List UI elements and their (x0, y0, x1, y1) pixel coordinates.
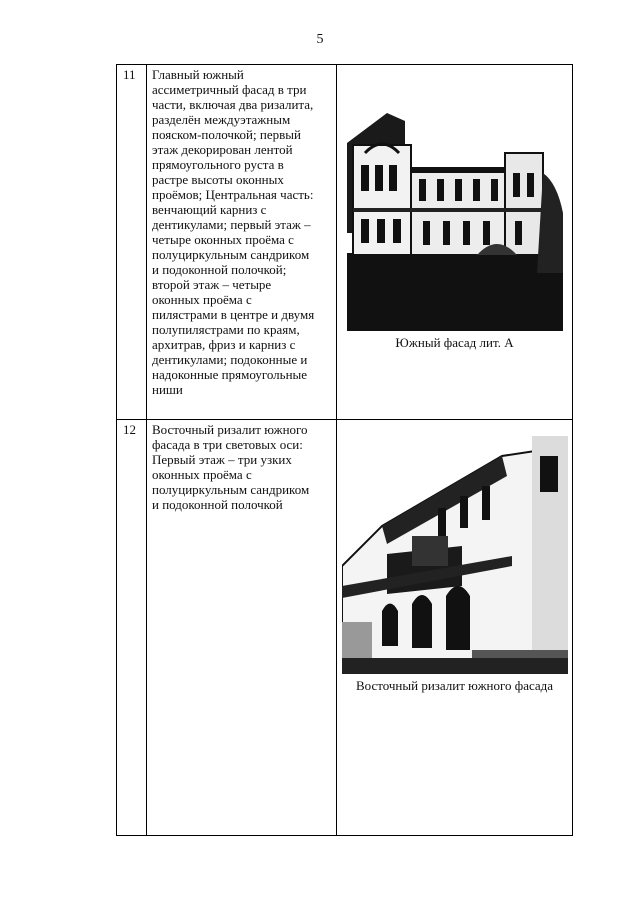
description-line: этаж декорирован лентой (152, 142, 293, 157)
description-line: ассиметричный фасад в три (152, 82, 307, 97)
description-line: полуциркульным сандриком (152, 482, 310, 497)
description-line: и подоконной полочкой; (152, 262, 287, 277)
description-line: растре высоты оконных (152, 172, 284, 187)
photo-cell (337, 420, 573, 836)
description-line: части, включая два ризалита, (152, 97, 314, 112)
table-row (117, 420, 573, 836)
table-row (117, 65, 573, 420)
description-line: прямоугольного руста в (152, 157, 284, 172)
description-line: Восточный ризалит южного (152, 422, 308, 437)
description-line: второй этаж – четыре (152, 277, 272, 292)
description-line: пилястрами в центре и двумя (152, 307, 315, 322)
building-photo-icon (347, 83, 563, 331)
description-line: дентикулами; подоконные и (152, 352, 308, 367)
description-line: оконных проёма с (152, 467, 252, 482)
description-line: проёмов; Центральная часть: (152, 187, 314, 202)
feature-description (147, 420, 337, 836)
photo-cell (337, 65, 573, 420)
description-line: полупилястрами по краям, (152, 322, 300, 337)
description-line: пояском-полочкой; первый (152, 127, 301, 142)
description-line: Главный южный (152, 67, 244, 82)
description-line: архитрав, фриз и карниз с (152, 337, 296, 352)
row-number: 12 (117, 420, 147, 836)
description-line: дентикулами; первый этаж – (152, 217, 311, 232)
description-line: фасада в три световых оси: (152, 437, 303, 452)
description-line: четыре оконных проёма с (152, 232, 294, 247)
row-number: 11 (117, 65, 147, 420)
building-photo-icon (342, 436, 568, 674)
description-line: полуциркульным сандриком (152, 247, 310, 262)
page-number: 5 (316, 32, 324, 47)
description-line: венчающий карниз с (152, 202, 267, 217)
description-line: Первый этаж – три узких (152, 452, 292, 467)
description-line: надоконные прямоугольные (152, 367, 308, 382)
description-line: оконных проёма с (152, 292, 252, 307)
description-line: и подоконной полочкой (152, 497, 283, 512)
description-line: ниши (152, 382, 183, 397)
description-line: разделён междуэтажным (152, 112, 291, 127)
feature-description (147, 65, 337, 420)
photo-caption: Южный фасад лит. А (395, 335, 514, 350)
features-table (116, 64, 573, 836)
photo-caption: Восточный ризалит южного фасада (355, 678, 554, 693)
